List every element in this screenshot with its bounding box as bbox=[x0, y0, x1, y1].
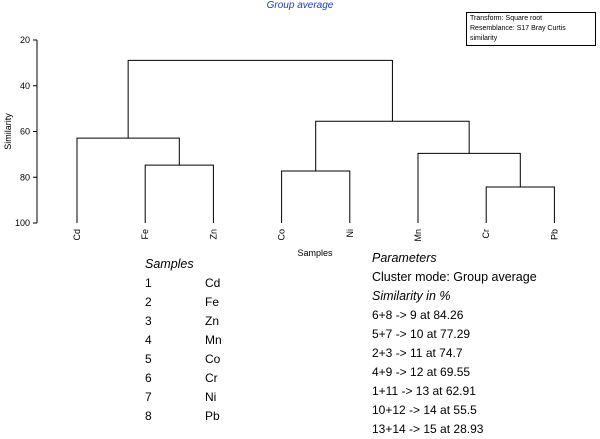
sample-row bbox=[145, 407, 222, 426]
dendrogram-branch bbox=[486, 187, 554, 223]
sample-row bbox=[145, 312, 222, 331]
cluster-mode-text: Cluster mode: Group average bbox=[372, 270, 537, 284]
merge-line: 2+3 -> 11 at 74.7 bbox=[372, 346, 463, 360]
samples-heading: Samples bbox=[145, 257, 194, 271]
leaf-label: Cd bbox=[72, 229, 82, 241]
samples-panel bbox=[145, 255, 222, 426]
sample-name: Co bbox=[205, 352, 221, 366]
sample-row bbox=[145, 388, 222, 407]
x-axis-label: Samples bbox=[297, 248, 333, 258]
dendrogram-branch bbox=[128, 60, 392, 138]
dendrogram-branch bbox=[316, 121, 469, 171]
sample-name: Zn bbox=[205, 314, 220, 328]
sample-name: Cr bbox=[205, 371, 218, 385]
merge-line: 1+11 -> 13 at 62.91 bbox=[372, 384, 476, 398]
sample-number: 1 bbox=[145, 276, 152, 290]
transform-text: Transform: Square root bbox=[470, 15, 543, 22]
leaf-label: Cr bbox=[481, 229, 492, 239]
dendrogram-branch bbox=[282, 171, 350, 223]
sample-name: Ni bbox=[205, 390, 217, 404]
leaf-label: Fe bbox=[140, 229, 151, 240]
parameters-panel bbox=[372, 249, 537, 439]
dendrogram-branch bbox=[77, 138, 179, 223]
sample-number: 7 bbox=[145, 390, 152, 404]
similarity-heading: Similarity in % bbox=[372, 289, 451, 303]
dendrogram-branch bbox=[418, 153, 520, 223]
sample-number: 8 bbox=[145, 409, 152, 423]
sample-name: Fe bbox=[205, 295, 220, 309]
parameters-heading: Parameters bbox=[372, 251, 437, 265]
leaf-label: Mn bbox=[413, 229, 423, 242]
y-tick-label: 40 bbox=[19, 80, 30, 91]
merge-line: 10+12 -> 14 at 55.5 bbox=[372, 403, 477, 417]
sample-row bbox=[145, 293, 222, 312]
sample-name: Mn bbox=[205, 333, 222, 347]
sample-number: 3 bbox=[145, 314, 152, 328]
dendrogram-branch bbox=[145, 165, 213, 223]
sample-row bbox=[145, 350, 222, 369]
merge-line: 4+9 -> 12 at 69.55 bbox=[372, 365, 471, 379]
sample-row bbox=[145, 274, 222, 293]
y-axis-label: Similarity bbox=[3, 113, 13, 150]
sample-number: 6 bbox=[145, 371, 152, 385]
sample-name: Cd bbox=[205, 276, 221, 290]
sample-number: 2 bbox=[145, 295, 152, 309]
leaf-label: Ni bbox=[344, 229, 355, 238]
resemblance-text: Resemblance: S17 Bray Curtis similarity bbox=[470, 25, 566, 42]
sample-row bbox=[145, 331, 222, 350]
chart-title: Group average bbox=[266, 0, 334, 11]
y-tick-label: 100 bbox=[14, 218, 30, 228]
merge-line: 5+7 -> 10 at 77.29 bbox=[372, 327, 471, 341]
leaf-label: Pb bbox=[549, 229, 560, 241]
merge-line: 6+8 -> 9 at 84.26 bbox=[372, 308, 464, 322]
sample-number: 5 bbox=[145, 352, 152, 366]
y-tick-label: 20 bbox=[19, 35, 30, 45]
leaf-label: Co bbox=[276, 229, 287, 241]
leaf-label: Zn bbox=[208, 229, 219, 240]
sample-name: Pb bbox=[205, 409, 220, 423]
y-tick-label: 80 bbox=[19, 172, 30, 183]
sample-row bbox=[145, 369, 222, 388]
info-box bbox=[466, 12, 596, 46]
sample-number: 4 bbox=[145, 333, 152, 347]
merge-line: 13+14 -> 15 at 28.93 bbox=[372, 422, 484, 436]
y-tick-label: 60 bbox=[19, 126, 30, 137]
